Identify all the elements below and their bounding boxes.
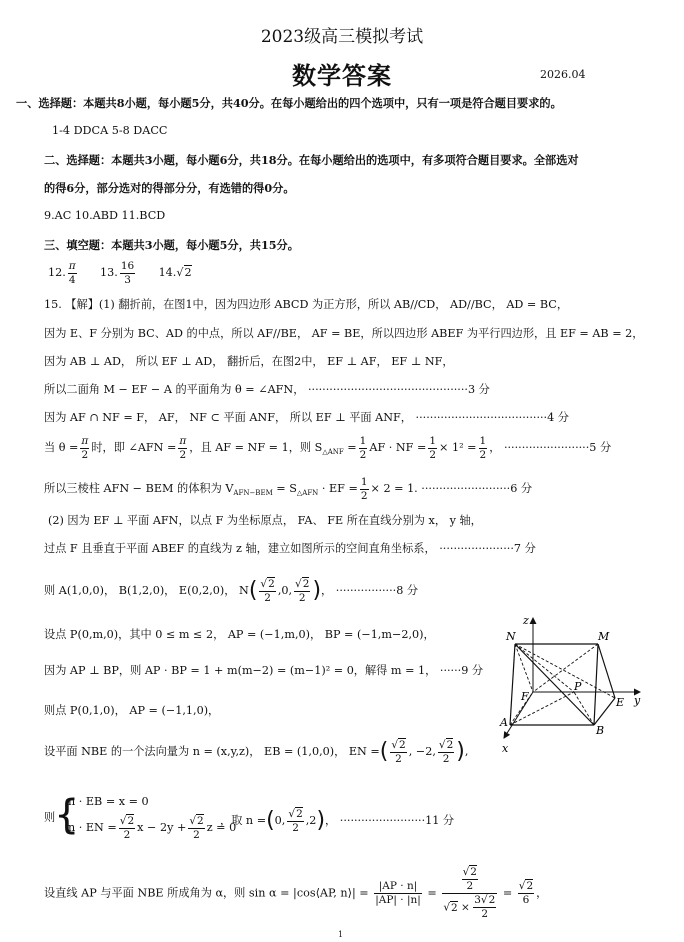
label-b: B (596, 724, 605, 737)
section3-heading: 三、填空题：本题共3小题，每小题5分，共15分。 (44, 238, 299, 252)
q13-fraction: $\frac{16}{3}$ (120, 259, 135, 286)
label-x: x (502, 742, 509, 755)
solution-line-16: 设直线 AP 与平面 NBE 所成角为 α，则 sin α = |cos⟨AP, n⟩| = $\frac{|AP \cdot n|}{|AP| \cdot |n|}$ = $\frac{√2}{2}$ √2 × $\frac{3√2}{2}$ = $\frac{√2}{6}$ ， (44, 866, 548, 920)
solution-line-3: 因为 AB ⊥ AD， 所以 EF ⊥ AD， 翻折后，在图2中， EF ⊥ AF， EF ⊥ NF， (44, 355, 454, 368)
system-row-2: n · EN = $\frac{√2}{2}$ x − 2y + $\frac{√2}{2}$ z = 0 (68, 814, 237, 841)
page-number: 1 (338, 930, 344, 939)
q13-label: 13. (100, 266, 118, 279)
label-n: N (506, 630, 516, 643)
fill-in-answers: 12. $\frac{\pi}{4}$ 13. $\frac{16}{3}$ 14.√2 (48, 259, 192, 286)
solution-line-14: 设平面 NBE 的一个法向量为 n = (x,y,z)， EB = (1,0,0)， EN =( $\frac{√2}{2}$ , −2, $\frac{√2}{2}$ ), (44, 738, 469, 765)
q12-fraction: $\frac{\pi}{4}$ (68, 259, 76, 286)
section2-heading-b: 的得6分，部分选对的得部分分，有选错的得0分。 (44, 181, 295, 195)
solution-line-8: (2) 因为 EF ⊥ 平面 AFN，以点 F 为坐标原点， FA、 FE 所在直线分别为 x， y 轴， (48, 514, 482, 527)
solution-line-4: 所以二面角 M − EF − A 的平面角为 θ = ∠AFN， ·············································3 分 (44, 383, 490, 396)
system-brace: { (54, 792, 80, 838)
figure-labels (499, 614, 641, 755)
system-prefix: 则 (44, 811, 56, 824)
label-a: A (500, 716, 508, 729)
solution-line-7: 所以三棱柱 AFN − BEM 的体积为 $V_{AFN-BEM} = S_{\triangle AFN}$ · EF = $\frac{1}{2}$ × 2 = 1. ·························6 分 (44, 475, 533, 502)
system-row-1: n · EB = x = 0 (68, 795, 149, 808)
label-y: y (634, 694, 641, 707)
normal-vector-choice: ，取 n =(0, $\frac{√2}{2}$ ,2)， ························11 分 (220, 807, 455, 834)
label-m: M (598, 630, 610, 643)
q14-root: 2 (184, 266, 192, 279)
section2-heading-a: 二、选择题：本题共3小题，每小题6分，共18分。在每小题给出的选项中，有多项符合题目要求。全部选对 (44, 153, 579, 167)
solution-line-1: 15. 【解】(1) 翻折前，在图1中，因为四边形 ABCD 为正方形，所以 AB//CD， AD//BC， AD = BC， (44, 298, 569, 311)
solution-line-13: 则点 P(0,1,0)， AP = (−1,1,0)， (44, 704, 220, 717)
label-f: F (521, 690, 529, 703)
solution-line-10: 则 A(1,0,0)， B(1,2,0)， E(0,2,0)， N( $\frac{√2}{2}$ ,0, $\frac{√2}{2}$ )， ·················8 分 (44, 577, 419, 604)
section1-heading: 一、选择题：本题共8小题，每小题5分，共40分。在每小题给出的四个选项中，只有一项是符合题目要求的。 (16, 96, 562, 110)
label-p: P (574, 680, 582, 693)
exam-subtitle: 数学答案 (292, 61, 392, 90)
q12-label: 12. (48, 266, 66, 279)
solution-line-11: 设点 P(0,m,0)，其中 0 ≤ m ≤ 2， AP = (−1,m,0)， BP = (−1,m−2,0)， (44, 628, 435, 641)
solution-line-2: 因为 E、F 分别为 BC、AD 的中点，所以 AF//BE， AF = BE，所以四边形 ABEF 为平行四边形，且 EF = AB = 2， (44, 327, 644, 340)
solution-line-6: 当 θ = $\frac{\pi}{2}$ 时，即 ∠AFN = $\frac{\pi}{2}$ ，且 AF = NF = 1，则 $S_{\triangle ANF}$ = $\frac{1}{2}$ AF · NF = $\frac{1}{2}$ × 1² = $\frac{1}{2}$ ， ························5 分 (44, 434, 612, 461)
prism-edges (510, 644, 615, 725)
label-z: z (523, 614, 529, 627)
solution-line-5: 因为 AF ∩ NF = F， AF， NF ⊂ 平面 ANF， 所以 EF ⊥ 平面 ANF， ·····································4 分 (44, 411, 569, 424)
solution-line-9: 过点 F 且垂直于平面 ABEF 的直线为 z 轴，建立如图所示的空间直角坐标系， ·····················7 分 (44, 542, 536, 555)
solution-line-12: 因为 AP ⊥ BP，则 AP · BP = 1 + m(m−2) = (m−1)² = 0，解得 m = 1， ······9 分 (44, 664, 484, 677)
prism-hidden-edges (510, 644, 615, 725)
section1-answers: 1-4 DDCA 5-8 DACC (52, 124, 168, 137)
section2-answers: 9.AC 10.ABD 11.BCD (44, 209, 166, 222)
prism-figure (490, 610, 670, 760)
label-e: E (616, 696, 625, 709)
exam-title: 2023级高三模拟考试 (260, 27, 424, 47)
exam-date: 2026.04 (540, 68, 586, 81)
q14-label: 14. (158, 266, 177, 279)
